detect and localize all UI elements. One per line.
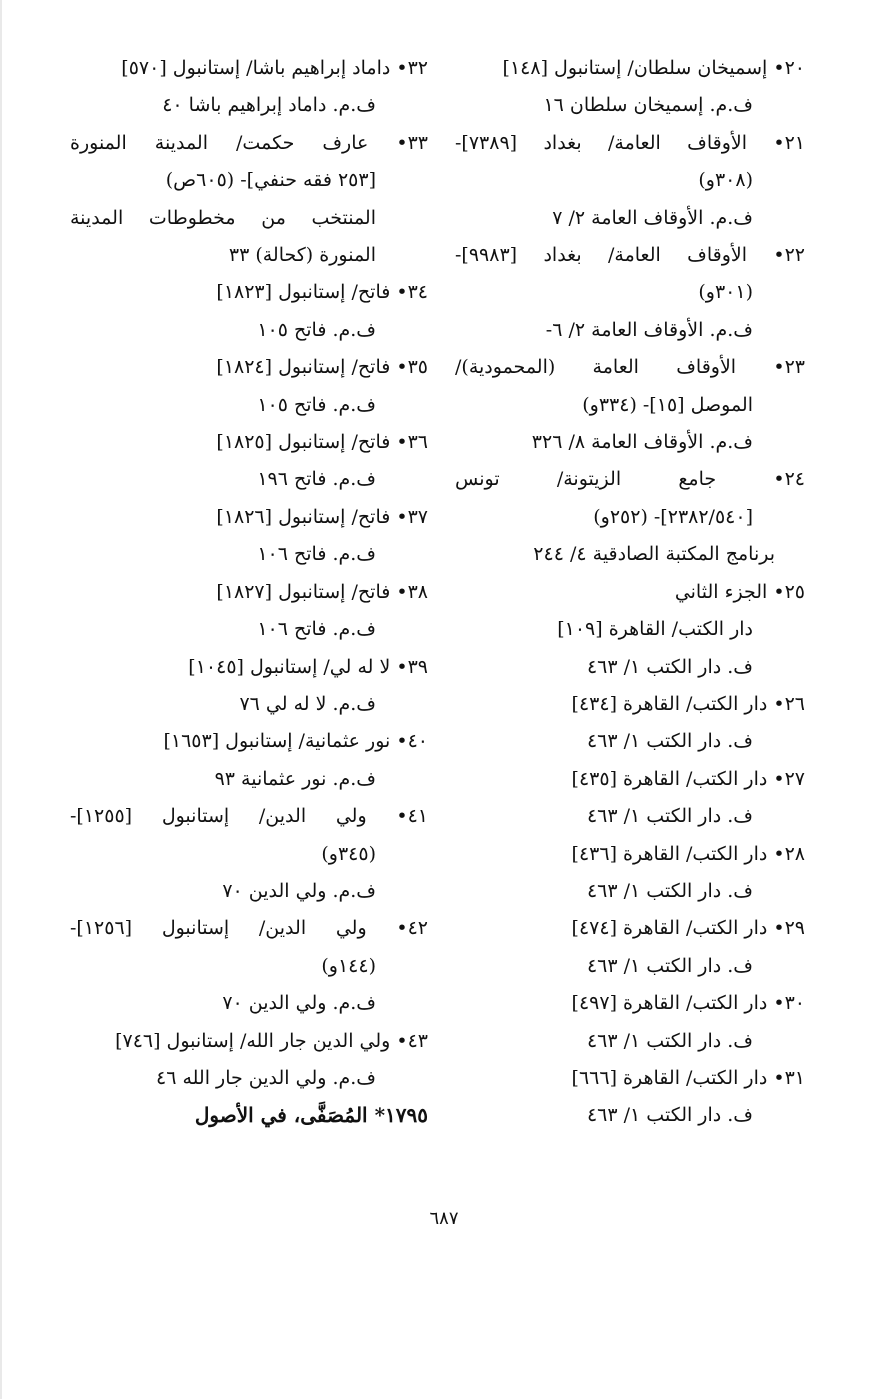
page-edge-shadow xyxy=(0,0,2,1399)
entry-heading: ٢٠• إسميخان سلطان/ إستانبول [١٤٨] xyxy=(502,57,805,79)
entry-reference: ف.م. فاتح ١٠٦ xyxy=(257,543,376,566)
entry-heading: ٣٧• فاتح/ إستانبول [١٨٢٦] xyxy=(216,505,428,528)
entry-heading: ٣٢• داماد إبراهيم باشا/ إستانبول [٥٧٠] xyxy=(121,57,428,79)
entry-reference: ف. دار الكتب ١/ ٤٦٣ xyxy=(586,1104,753,1127)
manuscript-entry-38 xyxy=(70,574,428,649)
entry-heading: ٢٣• الأوقاف العامة (المحمودية)/ xyxy=(455,356,805,379)
entry-heading: ٢٥• الجزء الثاني xyxy=(674,580,805,603)
entry-reference: ف.م. فاتح ١٠٥ xyxy=(257,318,376,341)
manuscript-entry-39 xyxy=(70,649,428,724)
entry-heading: ٣٠• دار الكتب/ القاهرة [٤٩٧] xyxy=(571,992,805,1015)
entry-heading: ٤١• ولي الدين/ إستانبول [١٢٥٥]- xyxy=(70,805,428,828)
manuscript-entry-35 xyxy=(70,349,428,424)
entry-reference: ف. دار الكتب ١/ ٤٦٣ xyxy=(586,805,753,828)
entry-reference: ف.م. ولي الدين ٧٠ xyxy=(222,879,376,902)
manuscript-entry-26 xyxy=(455,686,805,761)
entry-continuation: دار الكتب/ القاهرة [١٠٩] xyxy=(557,618,753,641)
entry-reference: ف. دار الكتب ١/ ٤٦٣ xyxy=(586,954,753,977)
entry-continuation: [٢٥٣ فقه حنفي]- (٦٠٥ص) xyxy=(165,169,376,192)
entry-heading: ٤٣• ولي الدين جار الله/ إستانبول [٧٤٦] xyxy=(115,1029,428,1052)
manuscript-entry-34 xyxy=(70,274,428,349)
entry-reference: ف.م. الأوقاف العامة ٨/ ٣٢٦ xyxy=(531,431,753,454)
entry-heading: ٣٩• لا له لي/ إستانبول [١٠٤٥] xyxy=(188,655,428,678)
manuscript-entry-24 xyxy=(455,461,805,573)
entry-continuation: (١٤٤و) xyxy=(321,954,376,977)
entry-continuation: (٣٠١و) xyxy=(698,281,753,304)
entry-reference: ف.م. فاتح ١٠٦ xyxy=(257,618,376,641)
manuscript-entry-40 xyxy=(70,723,428,798)
manuscript-entry-30 xyxy=(455,985,805,1060)
manuscript-entry-27 xyxy=(455,761,805,836)
right-column xyxy=(455,50,805,1135)
entry-heading: ٣٣• عارف حكمت/ المدينة المنورة xyxy=(70,131,428,154)
entry-heading: ٤٢• ولي الدين/ إستانبول [١٢٥٦]- xyxy=(70,917,428,940)
entry-continuation: (٣٤٥و) xyxy=(321,842,376,865)
work-entry-1795 xyxy=(70,1097,428,1134)
manuscript-entry-28 xyxy=(455,836,805,911)
entry-heading: ٣٥• فاتح/ إستانبول [١٨٢٤] xyxy=(216,356,428,379)
manuscript-entry-41 xyxy=(70,798,428,910)
manuscript-entry-32 xyxy=(70,50,428,125)
entry-reference: ف.م. لا له لي ٧٦ xyxy=(239,692,376,715)
entry-reference-continuation: المنورة (كحالة) ٣٣ xyxy=(228,244,376,267)
entry-reference: ف.م. فاتح ١٩٦ xyxy=(257,468,376,491)
entry-continuation: الموصل [١٥]- (٣٣٤و) xyxy=(582,393,753,416)
entry-reference: ف.م. ولي الدين جار الله ٤٦ xyxy=(155,1066,376,1089)
manuscript-entry-43 xyxy=(70,1023,428,1098)
page-number: ٦٨٧ xyxy=(429,1208,459,1229)
manuscript-entry-29 xyxy=(455,910,805,985)
manuscript-entry-42 xyxy=(70,910,428,1022)
work-title-heading: ١٧٩٥* المُصَفَّى، في الأصول xyxy=(194,1103,428,1128)
manuscript-entry-36 xyxy=(70,424,428,499)
entry-reference: ف.م. ولي الدين ٧٠ xyxy=(222,992,376,1015)
entry-heading: ٣١• دار الكتب/ القاهرة [٦٦٦] xyxy=(571,1066,805,1089)
manuscript-entry-37 xyxy=(70,499,428,574)
entry-reference: ف. دار الكتب ١/ ٤٦٣ xyxy=(586,1029,753,1052)
entry-continuation: [٢٣٨٢/٥٤٠]- (٢٥٢و) xyxy=(593,505,753,528)
entry-heading: ٢٩• دار الكتب/ القاهرة [٤٧٤] xyxy=(571,917,805,940)
entry-reference: ف.م. الأوقاف العامة ٢/ ٦- xyxy=(545,318,753,341)
entry-reference: ف.م. إسميخان سلطان ١٦ xyxy=(543,94,753,117)
manuscript-entry-22 xyxy=(455,237,805,349)
manuscript-entry-23 xyxy=(455,349,805,461)
manuscript-entry-25 xyxy=(455,574,805,686)
entry-heading: ٣٦• فاتح/ إستانبول [١٨٢٥] xyxy=(216,431,428,454)
left-column xyxy=(70,50,428,1135)
entry-heading: ٢٧• دار الكتب/ القاهرة [٤٣٥] xyxy=(571,767,805,790)
entry-heading: ٢٨• دار الكتب/ القاهرة [٤٣٦] xyxy=(571,842,805,865)
entry-heading: ٢٢• الأوقاف العامة/ بغداد [٩٩٨٣]- xyxy=(455,244,805,267)
entry-reference: ف. دار الكتب ١/ ٤٦٣ xyxy=(586,730,753,753)
entry-continuation: (٣٠٨و) xyxy=(698,169,753,192)
manuscript-entry-31 xyxy=(455,1060,805,1135)
entry-reference: ف. دار الكتب ١/ ٤٦٣ xyxy=(586,655,753,678)
entry-reference: ف.م. الأوقاف العامة ٢/ ٧ xyxy=(552,206,753,229)
entry-heading: ٢٦• دار الكتب/ القاهرة [٤٣٤] xyxy=(571,692,805,715)
entry-reference: ف. دار الكتب ١/ ٤٦٣ xyxy=(586,879,753,902)
manuscript-entry-21 xyxy=(455,125,805,237)
entry-reference: ف.م. فاتح ١٠٥ xyxy=(257,393,376,416)
entry-heading: ٣٤• فاتح/ إستانبول [١٨٢٣] xyxy=(216,281,428,304)
manuscript-entry-33 xyxy=(70,125,428,275)
entry-heading: ٣٨• فاتح/ إستانبول [١٨٢٧] xyxy=(216,580,428,603)
entry-reference: ف.م. نور عثمانية ٩٣ xyxy=(214,767,376,790)
entry-heading: ٢٤• جامع الزيتونة/ تونس xyxy=(455,468,805,491)
entry-reference: المنتخب من مخطوطات المدينة xyxy=(70,206,376,229)
entry-reference: ف.م. داماد إبراهيم باشا ٤٠ xyxy=(162,94,376,117)
manuscript-entry-20 xyxy=(455,50,805,125)
entry-reference: برنامج المكتبة الصادقية ٤/ ٢٤٤ xyxy=(533,543,775,566)
entry-heading: ٤٠• نور عثمانية/ إستانبول [١٦٥٣] xyxy=(163,730,428,753)
entry-heading: ٢١• الأوقاف العامة/ بغداد [٧٣٨٩]- xyxy=(455,131,805,154)
